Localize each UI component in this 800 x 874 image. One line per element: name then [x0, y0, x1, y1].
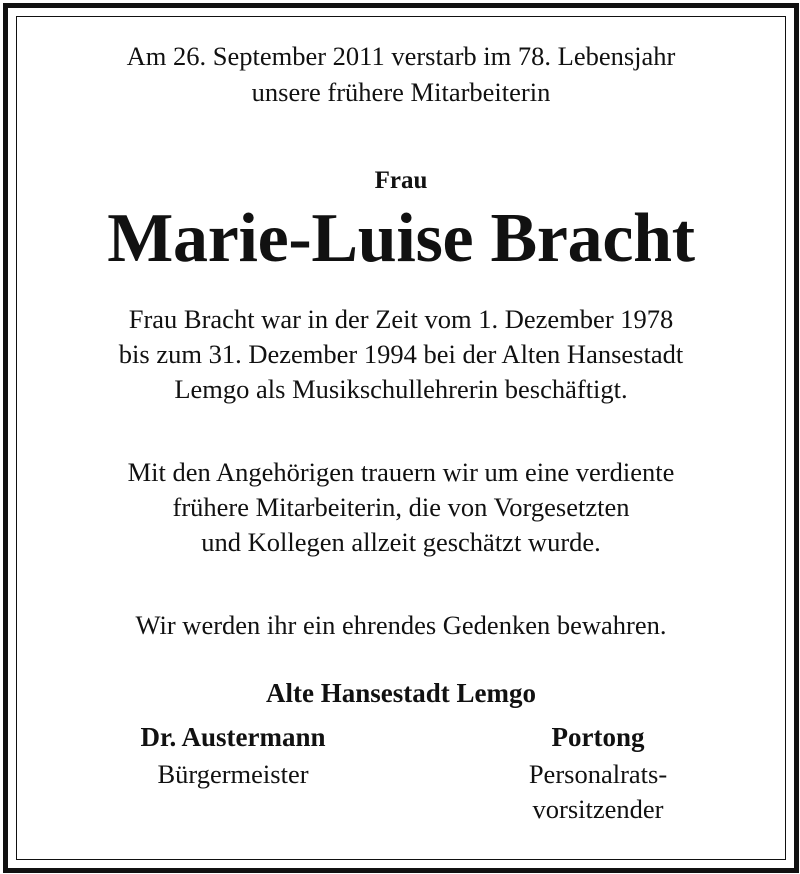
- signer-title-line: Personalrats-: [528, 759, 668, 790]
- paragraph-line: und Kollegen allzeit geschätzt wurde.: [201, 527, 601, 558]
- obituary-outer-frame: [3, 3, 799, 873]
- intro-text: [8, 39, 794, 111]
- paragraph-line: Lemgo als Musikschullehrerin beschäftigt.: [174, 374, 628, 405]
- paragraph-line: bis zum 31. Dezember 1994 bei der Alten Hansestadt: [118, 339, 684, 370]
- employment-paragraph: [8, 302, 794, 408]
- paragraph-line: Mit den Angehörigen trauern wir um eine verdiente: [127, 457, 675, 487]
- mourning-paragraph: [8, 455, 794, 561]
- paragraph-line: Wir werden ihr ein ehrendes Gedenken bewahren.: [135, 610, 667, 640]
- signer-council-chair: [460, 720, 736, 826]
- signer-title-line: vorsitzender: [532, 793, 664, 824]
- signer-name: Dr. Austermann: [140, 722, 326, 752]
- salutation: Frau: [374, 167, 428, 194]
- deceased-name: Marie-Luise Bracht: [107, 200, 695, 277]
- paragraph-line: frühere Mitarbeiterin, die von Vorgesetzten: [172, 492, 630, 523]
- paragraph-line: Frau Bracht war in der Zeit vom 1. Dezember 1978: [128, 304, 674, 334]
- organization-name: Alte Hansestadt Lemgo: [266, 678, 536, 708]
- signer-name: Portong: [551, 722, 645, 752]
- intro-line: unsere frühere Mitarbeiterin: [251, 76, 551, 107]
- signer-title: [460, 757, 736, 826]
- signer-mayor: [88, 720, 378, 792]
- signer-title: Bürgermeister: [157, 759, 309, 790]
- memory-paragraph: [8, 608, 794, 643]
- intro-line: Am 26. September 2011 verstarb im 78. Lebensjahr: [126, 41, 676, 71]
